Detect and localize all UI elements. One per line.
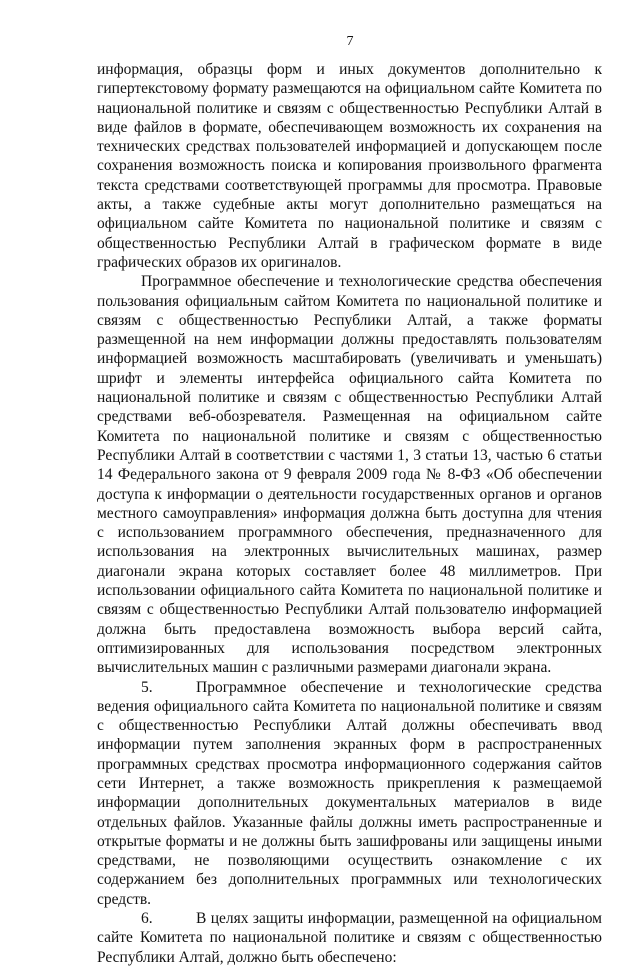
paragraph-number: 5. [141, 678, 153, 696]
page-number: 7 [346, 34, 354, 49]
paragraph-software-formats [97, 272, 602, 677]
document-body [97, 60, 602, 967]
paragraph-text: Программное обеспечение и технологические средства обеспечения пользования официальным сайтом Комитета по национальной политике и связям с общественностью Республики Алтай, а также форматы размещенной на нем информации должны предоставлять пользователям информацией возможность масштабировать (увеличивать и уменьшать) шрифт и элементы интерфейса официального сайта Комитета по национальной политике и связям с общественностью Республики Алтай средствами веб-обозревателя. Размещенная на официальном сайте Комитета по национальной политике и связям с общественностью Республики Алтай в соответствии с частями 1, 3 статьи 13, частью 6 статьи 14 Федерального закона от 9 февраля 2009 года № 8-ФЗ «Об обеспечении доступа к информации о деятельности государственных органов и органов местного самоуправления» информация должна быть доступна для чтения с использованием программного обеспечения, предназначенного для использования на электронных вычислительных машинах, размер диагонали экрана которых составляет более 48 миллиметров. При использовании официального сайта Комитета по национальной политике и связям с общественностью Республики Алтай пользователю информацией должна быть предоставлена возможность выбора версий сайта, оптимизированных для использования посредством электронных вычислительных машин с различными размерами диагонали экрана. [97, 273, 602, 677]
paragraph-continuation [97, 60, 602, 272]
paragraph-item-6 [97, 909, 602, 967]
paragraph-number: 6. [141, 910, 153, 928]
paragraph-item-5 [97, 678, 602, 910]
paragraph-text: Программное обеспечение и технологические средства ведения официального сайта Комитета по национальной политике и связям с общественностью Республики Алтай должны обеспечивать ввод информации путем заполнения экранных форм в распространенных программных средствах просмотра информационного содержания сайтов сети Интернет, а также возможность прикрепления к размещаемой информации дополнительных документальных материалов в виде отдельных файлов. Указанные файлы должны иметь распространенные и открытые форматы и не должны быть зашифрованы или защищены иными средствами, не позволяющими осуществить ознакомление с их содержанием без дополнительных программных или технологических средств. [97, 678, 602, 908]
paragraph-text: В целях защиты информации, размещенной на официальном сайте Комитета по национальной политике и связям с общественностью Республики Алтай, должно быть обеспечено: [97, 910, 602, 966]
paragraph-text: информация, образцы форм и иных документов дополнительно к гипертекстовому формату размещаются на официальном сайте Комитета по национальной политике и связям с общественностью Республики Алтай в виде файлов в формате, обеспечивающем возможность их сохранения на технических средствах пользователей информацией и допускающем после сохранения возможность поиска и копирования произвольного фрагмента текста средствами соответствующей программы для просмотра. Правовые акты, а также судебные акты могут дополнительно размещаться на официальном сайте Комитета по национальной политике и связям с общественностью Республики Алтай в графическом формате в виде графических образов их оригиналов. [97, 61, 602, 271]
